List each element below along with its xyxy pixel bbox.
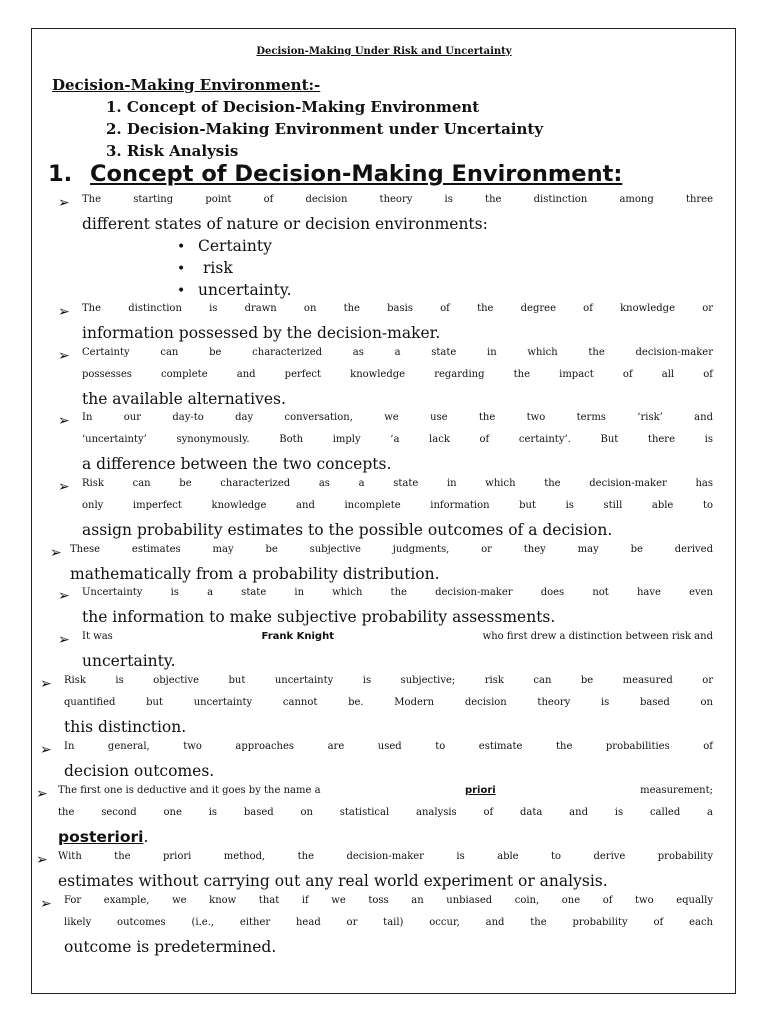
paragraph-line: a difference between the two concepts. xyxy=(82,455,392,473)
paragraph-line: In our day-to day conversation, we use the two terms ‘risk’ and xyxy=(82,412,713,423)
text-run: The first one is deductive and it goes by the name a xyxy=(58,785,321,796)
state-item-uncertainty: uncertainty. xyxy=(198,281,292,299)
state-item-certainty: Certainty xyxy=(198,237,272,255)
posteriori-term: posteriori xyxy=(58,828,144,846)
paragraph-line: In general, two approaches are used to estimate the probabilities of xyxy=(64,741,713,752)
bullet-dot-icon: • xyxy=(177,239,186,255)
environment-heading: Decision-Making Environment:- xyxy=(52,76,321,94)
arrow-bullet-icon: ➢ xyxy=(40,742,52,758)
paragraph-line: With the priori method, the decision-maker is able to derive probability xyxy=(58,851,713,862)
paragraph-line: this distinction. xyxy=(64,718,187,736)
paragraph-line: Risk is objective but uncertainty is subjective; risk can be measured or xyxy=(64,675,713,686)
paragraph-line: The distinction is drawn on the basis of the degree of knowledge or xyxy=(82,303,713,314)
paragraph-line: Risk can be characterized as a state in which the decision-maker has xyxy=(82,478,713,489)
paragraph-line xyxy=(58,786,713,796)
paragraph-line: assign probability estimates to the possible outcomes of a decision. xyxy=(82,521,613,539)
paragraph-line xyxy=(82,632,713,642)
paragraph-line: Certainty can be characterized as a state in which the decision-maker xyxy=(82,347,713,358)
section-heading xyxy=(48,163,622,186)
toc-item-1: 1. Concept of Decision-Making Environment xyxy=(106,98,480,116)
arrow-bullet-icon: ➢ xyxy=(50,545,62,561)
text-run: It was xyxy=(82,631,113,642)
toc-item-2: 2. Decision-Making Environment under Uncertainty xyxy=(106,120,544,138)
arrow-bullet-icon: ➢ xyxy=(58,632,70,648)
paragraph-line: estimates without carrying out any real world experiment or analysis. xyxy=(58,872,608,890)
paragraph-line: Uncertainty is a state in which the decision-maker does not have even xyxy=(82,587,713,598)
paragraph-line: uncertainty. xyxy=(82,652,176,670)
arrow-bullet-icon: ➢ xyxy=(40,676,52,692)
arrow-bullet-icon: ➢ xyxy=(36,852,48,868)
paragraph-line: the second one is based on statistical analysis of data and is called a xyxy=(58,807,713,818)
arrow-bullet-icon: ➢ xyxy=(58,588,70,604)
arrow-bullet-icon: ➢ xyxy=(58,413,70,429)
paragraph-line: information possessed by the decision-maker. xyxy=(82,324,441,342)
paragraph-line: possesses complete and perfect knowledge regarding the impact of all of xyxy=(82,369,713,380)
arrow-bullet-icon: ➢ xyxy=(58,304,70,320)
paragraph-line: different states of nature or decision environments: xyxy=(82,215,488,233)
paragraph-line xyxy=(58,830,148,846)
paragraph-line: decision outcomes. xyxy=(64,762,215,780)
arrow-bullet-icon: ➢ xyxy=(58,195,70,211)
section-title: Concept of Decision-Making Environment: xyxy=(90,161,623,187)
bullet-dot-icon: • xyxy=(177,261,186,277)
paragraph-line: the available alternatives. xyxy=(82,390,286,408)
priori-term: priori xyxy=(464,785,496,796)
text-run: . xyxy=(143,828,149,846)
section-number: 1. xyxy=(48,161,73,187)
paragraph-line: ‘uncertainty’ synonymously. Both imply ‘a lack of certainty’. But there is xyxy=(82,434,713,445)
paragraph-line: For example, we know that if we toss an unbiased coin, one of two equally xyxy=(64,895,713,906)
text-run: measurement; xyxy=(640,785,713,796)
toc-item-3: 3. Risk Analysis xyxy=(106,142,239,160)
state-item-risk: risk xyxy=(203,259,233,277)
bullet-dot-icon: • xyxy=(177,283,186,299)
paragraph-line: the information to make subjective probability assessments. xyxy=(82,608,556,626)
arrow-bullet-icon: ➢ xyxy=(36,786,48,802)
arrow-bullet-icon: ➢ xyxy=(58,348,70,364)
paragraph-line: These estimates may be subjective judgments, or they may be derived xyxy=(70,544,713,555)
paragraph-line: outcome is predetermined. xyxy=(64,938,277,956)
arrow-bullet-icon: ➢ xyxy=(58,479,70,495)
arrow-bullet-icon: ➢ xyxy=(40,896,52,912)
document-title: Decision-Making Under Risk and Uncertainty xyxy=(256,46,512,57)
paragraph-line: quantified but uncertainty cannot be. Modern decision theory is based on xyxy=(64,697,713,708)
frank-knight-name: Frank Knight xyxy=(261,631,334,642)
paragraph-line: The starting point of decision theory is the distinction among three xyxy=(82,194,713,205)
paragraph-line: mathematically from a probability distribution. xyxy=(70,565,440,583)
text-run: who first drew a distinction between risk and xyxy=(482,631,713,642)
paragraph-line: likely outcomes (i.e., either head or tail) occur, and the probability of each xyxy=(64,917,713,928)
paragraph-line: only imperfect knowledge and incomplete information but is still able to xyxy=(82,500,713,511)
